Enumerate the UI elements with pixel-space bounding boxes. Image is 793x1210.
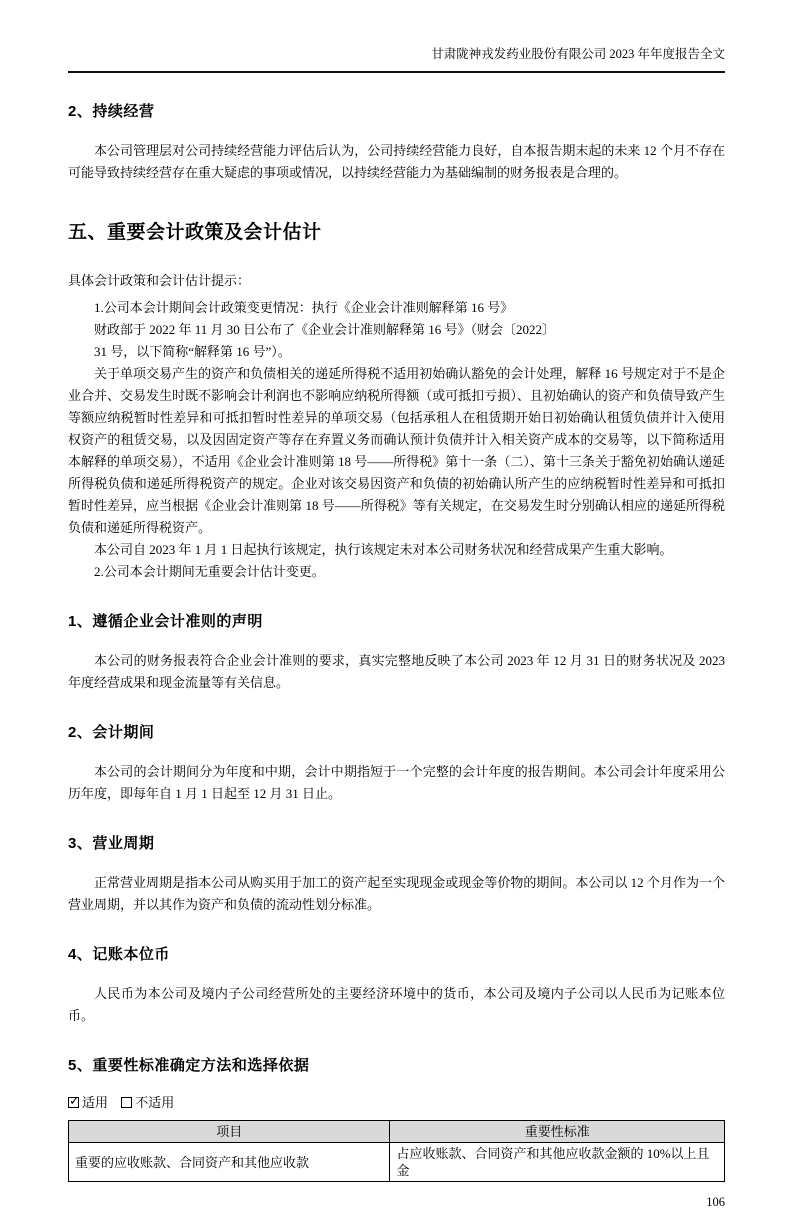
interpretation-abbrev-line: 31 号，以下简称“解释第 16 号”）。 [94,344,291,359]
estimate-change-line: 2.公司本会计期间无重要会计估计变更。 [94,564,325,579]
functional-currency-paragraph: 人民币为本公司及境内子公司经营所处的主要经济环境中的货币，本公司及境内子公司以人民币为记账本位币。 [68,986,725,1023]
not-applicable-label: 不适用 [135,1095,175,1110]
column-header-standard: 重要性标准 [390,1121,725,1143]
cell-standard: 占应收账款、合同资产和其他应收款金额的 10%以上且金 [390,1143,725,1182]
accounting-period-paragraph: 本公司的会计期间分为年度和中期，会计中期指短于一个完整的会计年度的报告期间。本公司会计年度采用公历年度，即每年自 1 月 1 日起至 12 月 31 日止。 [68,764,725,801]
heading-materiality-criteria: 5、重要性标准确定方法和选择依据 [68,1057,310,1074]
heading-going-concern: 2、持续经营 [68,103,155,120]
heading-functional-currency: 4、记账本位币 [68,946,170,963]
applicable-label: 适用 [82,1095,109,1110]
heading-operating-cycle: 3、营业周期 [68,835,155,852]
not-applicable-option [121,1095,174,1110]
mof-announcement-line: 财政部于 2022 年 11 月 30 日公布了《企业会计准则解释第 16 号》（财会〔2022〕 [94,322,556,337]
going-concern-paragraph: 本公司管理层对公司持续经营能力评估后认为，公司持续经营能力良好，自本报告期末起的未来 12 个月不存在可能导致持续经营存在重大疑虑的事项或情况，以持续经营能力为基础编制的财务报表是合理的。 [68,143,725,180]
column-header-item: 项目 [69,1121,390,1143]
applicability-row [68,1094,725,1112]
heading-compliance-statement: 1、遵循企业会计准则的声明 [68,613,263,630]
checked-checkbox-icon [68,1097,79,1108]
table-header-row [69,1121,725,1143]
operating-cycle-paragraph: 正常营业周期是指本公司从购买用于加工的资产起至实现现金或现金等价物的期间。本公司以 12 个月作为一个营业周期，并以其作为资产和负债的流动性划分标准。 [68,875,725,912]
policy-change-line: 1.公司本会计期间会计政策变更情况：执行《企业会计准则解释第 16 号》 [94,300,514,315]
table-row [69,1143,725,1182]
heading-accounting-period: 2、会计期间 [68,724,155,741]
policy-effective-line: 本公司自 2023 年 1 月 1 日起执行该规定，执行该规定未对本公司财务状况和经营成果产生重大影响。 [94,542,673,557]
heading-accounting-policies: 五、重要会计政策及会计估计 [68,222,322,243]
policy-intro-line: 具体会计政策和会计估计提示： [68,273,251,288]
unchecked-checkbox-icon [121,1097,132,1108]
page-number: 106 [706,1195,725,1209]
deferred-tax-paragraph: 关于单项交易产生的资产和负债相关的递延所得税不适用初始确认豁免的会计处理，解释 16 号规定对于不是企业合并、交易发生时既不影响会计利润也不影响应纳税所得额（或可抵扣亏损）、且初始确认的资产和负债导致产生等额应纳税暂时性差异和可抵扣暂时性差异的单项交易（包括承租人在租赁期开始日初始确认租赁负债并计入使用权资产的租赁交易，以及因固定资产等存在弃置义务而确认预计负债并计入相关资产成本的交易等，以下简称适用本解释的单项交易），不适用《企业会计准则第 18 号——所得税》第十一条（二）、第十三条关于豁免初始确认递延所得税负债和递延所得税资产的规定。企业对该交易因资产和负债的初始确认所产生的应纳税暂时性差异和可抵扣暂时性差异，应当根据《企业会计准则第 18 号——所得税》等有关规定，在交易发生时分别确认相应的递延所得税负债和递延所得税资产。 [68,366,725,535]
compliance-paragraph: 本公司的财务报表符合企业会计准则的要求，真实完整地反映了本公司 2023 年 12 月 31 日的财务状况及 2023 年度经营成果和现金流量等有关信息。 [68,653,725,690]
report-title: 甘肃陇神戎发药业股份有限公司 2023 年年度报告全文 [431,47,725,61]
materiality-table [68,1120,725,1182]
report-header [68,46,725,73]
cell-item: 重要的应收账款、合同资产和其他应收款 [69,1143,390,1182]
applicable-option [68,1095,111,1110]
